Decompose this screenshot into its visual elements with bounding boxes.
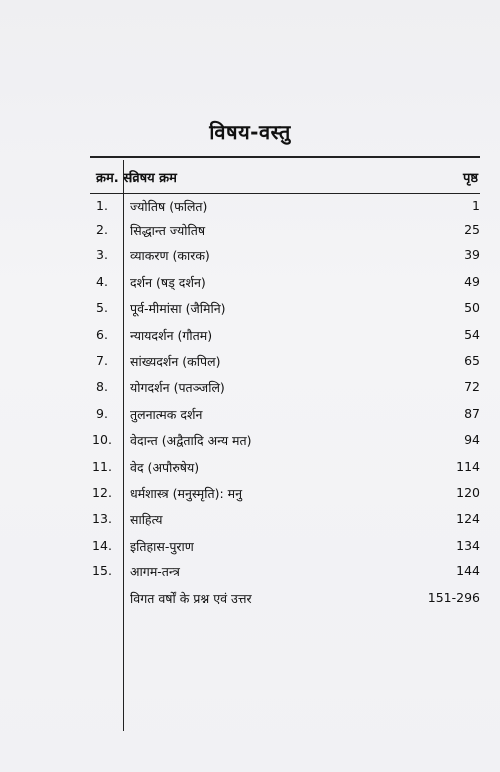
row-page: 25: [464, 222, 480, 237]
row-number: 6.: [96, 327, 108, 342]
table-row: [0, 327, 500, 349]
row-subject: साहित्य: [130, 512, 163, 527]
table-row: [0, 406, 500, 428]
row-page: 94: [464, 432, 480, 447]
row-subject: सांख्यदर्शन (कपिल): [130, 354, 221, 369]
row-number: 12.: [92, 485, 112, 500]
row-subject: सिद्धान्त ज्योतिष: [130, 223, 206, 238]
row-subject: व्याकरण (कारक): [130, 248, 210, 263]
row-number: 4.: [96, 274, 108, 289]
row-page: 50: [464, 300, 480, 315]
table-top-rule: [90, 156, 480, 158]
row-page: 151-296: [427, 590, 480, 605]
row-page: 49: [464, 274, 480, 289]
table-row: [0, 274, 500, 296]
row-number: 15.: [92, 563, 112, 578]
row-page: 39: [464, 247, 480, 262]
row-subject: विगत वर्षों के प्रश्न एवं उत्तर: [130, 591, 252, 606]
header-page: पृष्ठ: [462, 171, 478, 186]
table-row: [0, 563, 500, 585]
row-subject: वेद (अपौरुषेय): [130, 460, 200, 475]
row-number: 13.: [92, 511, 112, 526]
row-number: 5.: [96, 300, 108, 315]
row-number: 10.: [92, 432, 112, 447]
table-row: [0, 353, 500, 375]
row-subject: इतिहास-पुराण: [130, 539, 194, 554]
table-row: [0, 379, 500, 401]
row-number: 2.: [96, 222, 108, 237]
table-row: [0, 432, 500, 454]
row-subject: पूर्व-मीमांसा (जैमिनि): [130, 301, 226, 316]
row-page: 134: [456, 538, 480, 553]
table-row: [0, 198, 500, 220]
table-row: [0, 247, 500, 269]
row-subject: तुलनात्मक दर्शन: [130, 407, 203, 422]
header-serial: क्रम. सं.: [96, 171, 137, 186]
row-subject: धर्मशास्त्र (मनुस्मृति): मनु: [130, 486, 243, 501]
table-row: [0, 459, 500, 481]
table-row: [0, 300, 500, 322]
row-subject: वेदान्त (अद्वैतादि अन्य मत): [130, 433, 252, 448]
row-number: 8.: [96, 379, 108, 394]
page-title: विषय-वस्तु: [209, 120, 291, 144]
table-row: [0, 538, 500, 560]
row-number: 7.: [96, 353, 108, 368]
row-page: 65: [464, 353, 480, 368]
table-row: [0, 590, 500, 612]
row-subject: दर्शन (षड् दर्शन): [130, 275, 206, 290]
table-row: [0, 222, 500, 244]
row-subject: आगम-तन्त्र: [130, 564, 180, 579]
row-page: 72: [464, 379, 480, 394]
row-subject: न्यायदर्शन (गौतम): [130, 328, 213, 343]
row-number: 14.: [92, 538, 112, 553]
table-row: [0, 511, 500, 533]
table-header-rule: [90, 193, 480, 194]
row-page: 54: [464, 327, 480, 342]
row-subject: ज्योतिष (फलित): [130, 199, 208, 214]
row-number: 11.: [92, 459, 112, 474]
row-page: 120: [456, 485, 480, 500]
row-page: 87: [464, 406, 480, 421]
table-header: [0, 168, 500, 188]
row-page: 124: [456, 511, 480, 526]
row-page: 1: [472, 198, 480, 213]
row-number: 1.: [96, 198, 108, 213]
row-number: 3.: [96, 247, 108, 262]
row-page: 144: [456, 563, 480, 578]
header-subject: विषय क्रम: [129, 171, 177, 186]
table-row: [0, 485, 500, 507]
row-number: 9.: [96, 406, 108, 421]
row-subject: योगदर्शन (पतञ्जलि): [130, 380, 225, 395]
row-page: 114: [456, 459, 480, 474]
